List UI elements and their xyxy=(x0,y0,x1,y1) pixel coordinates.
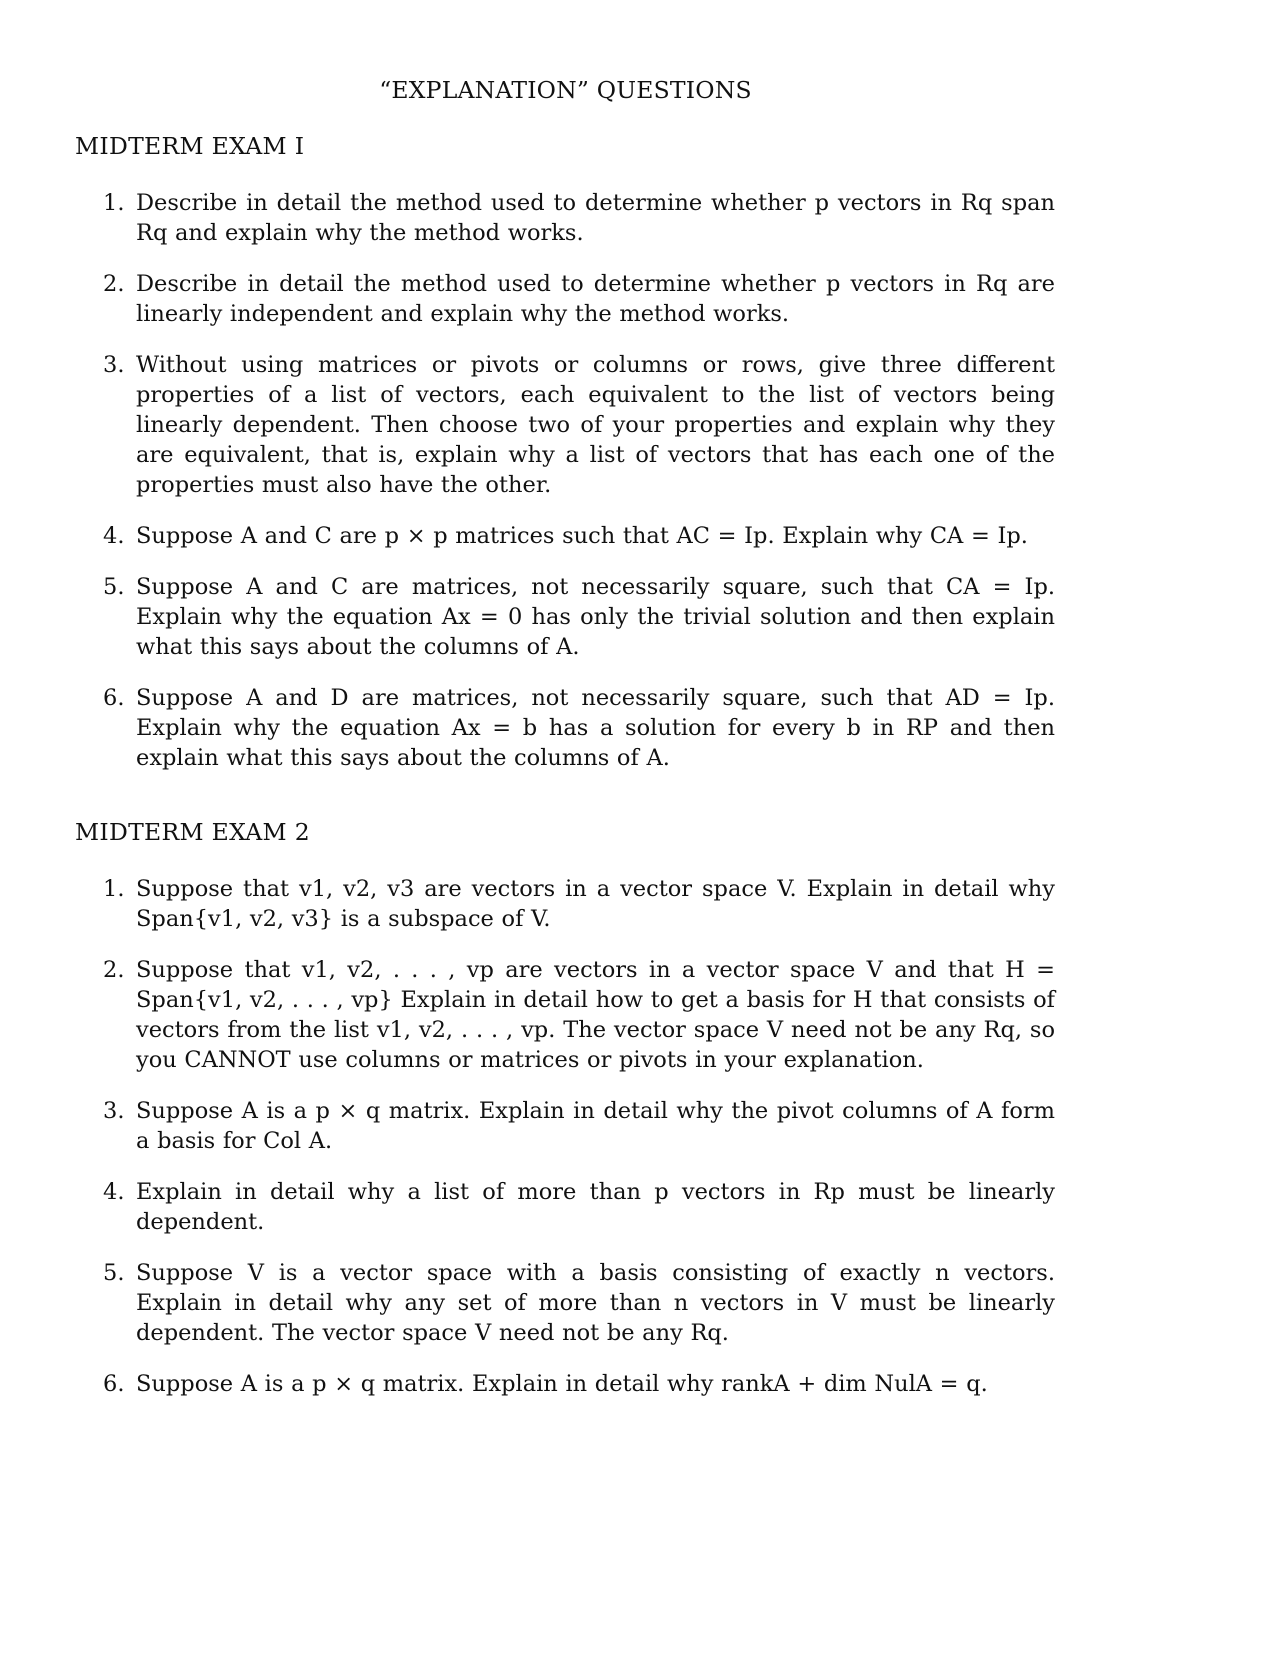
question-text: Suppose A is a p × q matrix. Explain in detail why rankA + dim NulA = q. xyxy=(136,1371,988,1397)
question-text: Describe in detail the method used to determine whether p vectors in Rq span Rq and explain why the method works. xyxy=(136,190,1055,246)
question-number: 1. xyxy=(103,876,125,902)
question-list-midterm-2 xyxy=(103,874,1055,1420)
question-text: Suppose A and C are matrices, not necessarily square, such that CA = Ip. Explain why the equation Ax = 0 has only the trivial solution and then explain what this says about the columns of A. xyxy=(136,574,1055,660)
question-text: Suppose A is a p × q matrix. Explain in detail why the pivot columns of A form a basis for Col A. xyxy=(136,1098,1055,1154)
question-item xyxy=(103,188,1055,248)
question-text: Suppose V is a vector space with a basis consisting of exactly n vectors. Explain in detail why any set of more than n vectors in V must be linearly dependent. The vector space V need not be any Rq. xyxy=(136,1260,1055,1346)
question-item xyxy=(103,1177,1055,1237)
question-text: Suppose A and C are p × p matrices such that AC = Ip. Explain why CA = Ip. xyxy=(136,523,1028,549)
question-number: 2. xyxy=(103,271,125,297)
question-item xyxy=(103,874,1055,934)
question-number: 5. xyxy=(103,1260,125,1286)
question-item xyxy=(103,521,1055,551)
section-heading-midterm-2: MIDTERM EXAM 2 xyxy=(75,818,310,846)
question-text: Suppose that v1, v2, . . . , vp are vectors in a vector space V and that H = Span{v1, v2, . . . , vp} Explain in detail how to get a basis for H that consists of vectors from the list v1, v2, . . . , vp. The vector space V need not be any Rq, so you CANNOT use columns or matrices or pivots in your explanation. xyxy=(136,957,1055,1073)
question-number: 3. xyxy=(103,352,125,378)
question-item xyxy=(103,1369,1055,1399)
question-text: Suppose A and D are matrices, not necessarily square, such that AD = Ip. Explain why the equation Ax = b has a solution for every b in RP and then explain what this says about the columns of A. xyxy=(136,685,1055,771)
question-list-midterm-1 xyxy=(103,188,1055,794)
question-item xyxy=(103,269,1055,329)
question-number: 3. xyxy=(103,1098,125,1124)
question-item xyxy=(103,350,1055,500)
question-number: 4. xyxy=(103,523,125,549)
question-text: Suppose that v1, v2, v3 are vectors in a vector space V. Explain in detail why Span{v1, v2, v3} is a subspace of V. xyxy=(136,876,1055,932)
question-text: Explain in detail why a list of more than p vectors in Rp must be linearly dependent. xyxy=(136,1179,1055,1235)
question-number: 4. xyxy=(103,1179,125,1205)
question-text: Without using matrices or pivots or columns or rows, give three different properties of a list of vectors, each equivalent to the list of vectors being linearly dependent. Then choose two of your properties and explain why they are equivalent, that is, explain why a list of vectors that has each one of the properties must also have the other. xyxy=(136,352,1055,498)
question-number: 2. xyxy=(103,957,125,983)
question-number: 6. xyxy=(103,685,125,711)
section-heading-midterm-1: MIDTERM EXAM I xyxy=(75,132,305,160)
question-number: 1. xyxy=(103,190,125,216)
page-title: “EXPLANATION” QUESTIONS xyxy=(379,76,752,104)
question-text: Describe in detail the method used to determine whether p vectors in Rq are linearly independent and explain why the method works. xyxy=(136,271,1055,327)
question-item xyxy=(103,572,1055,662)
question-number: 6. xyxy=(103,1371,125,1397)
question-number: 5. xyxy=(103,574,125,600)
question-item xyxy=(103,683,1055,773)
question-item xyxy=(103,1096,1055,1156)
question-item xyxy=(103,955,1055,1075)
question-item xyxy=(103,1258,1055,1348)
